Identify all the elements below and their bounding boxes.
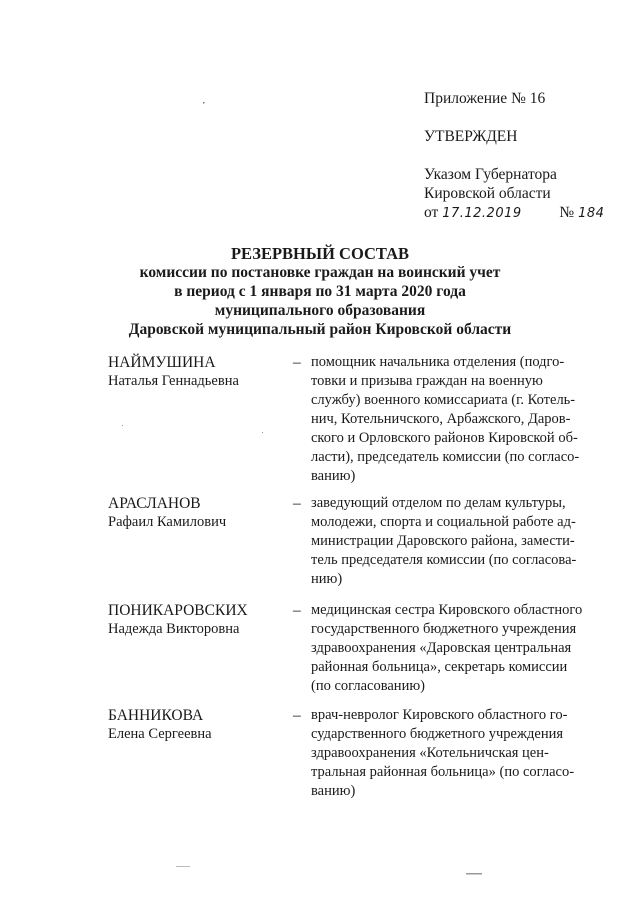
desc-line: ского и Орловского районов Кировской об- (311, 430, 578, 446)
decree-line-1: Указом Губернатора (424, 166, 557, 183)
decree-line-2: Кировской области (424, 185, 551, 202)
member-entry (108, 494, 593, 601)
number-label: № (559, 204, 575, 221)
member-description (311, 601, 593, 696)
approved-label: УТВЕРЖДЕН (424, 128, 518, 145)
desc-line: службу) военного комиссариата (г. Котель- (311, 392, 576, 408)
decree-date-line (424, 203, 624, 223)
desc-line: тель председателя комиссии (по согласова- (311, 552, 577, 568)
member-list (108, 353, 593, 806)
member-given-name: Наталья Геннадьевна (108, 373, 239, 389)
member-given-name: Рафаил Камилович (108, 514, 227, 530)
member-entry (108, 706, 593, 806)
dash-separator: – (293, 707, 301, 724)
member-given-name: Елена Сергеевна (108, 726, 212, 742)
member-given-name: Надежда Викторовна (108, 621, 240, 637)
desc-line: товки и призыва граждан на военную (311, 373, 543, 389)
desc-line: ласти), председатель комиссии (по согласо- (311, 449, 580, 465)
title-line-5: Даровской муниципальный район Кировской области (128, 321, 512, 338)
desc-line: государственного бюджетного учреждения (311, 621, 577, 637)
member-description (311, 494, 593, 589)
decree-number: 184 (578, 206, 605, 221)
dash-separator: – (293, 602, 301, 619)
desc-line: районная больница», секретарь комиссии (311, 659, 568, 675)
from-label: от (424, 204, 439, 221)
member-name (108, 494, 278, 532)
appendix-label: Приложение № 16 (424, 90, 546, 107)
desc-line: нич, Котельничского, Арбажского, Даров- (311, 411, 571, 427)
title-line-2: комиссии по постановке граждан на воинский учет (139, 264, 501, 281)
member-name (108, 706, 278, 744)
member-surname: АРАСЛАНОВ (108, 495, 201, 512)
desc-line: медицинская сестра Кировского областного (311, 602, 583, 618)
title-line-4: муниципального образования (214, 302, 426, 319)
dash-separator: – (293, 354, 301, 371)
member-name (108, 601, 278, 639)
desc-line: заведующий отделом по делам культуры, (311, 495, 566, 511)
desc-line: врач-невролог Кировского областного го- (311, 707, 568, 723)
desc-line: нию) (311, 571, 343, 587)
approval-block (424, 89, 624, 223)
member-surname: НАЙМУШИНА (108, 354, 216, 371)
member-surname: БАННИКОВА (108, 707, 204, 724)
desc-line: министрации Даровского района, замести- (311, 533, 575, 549)
desc-line: тральная районная больница» (по согласо- (311, 764, 575, 780)
desc-line: здравоохранения «Котельничская цен- (311, 745, 549, 761)
member-name (108, 353, 278, 391)
member-surname: ПОНИКАРОВСКИХ (108, 602, 248, 619)
desc-line: помощник начальника отделения (подго- (311, 354, 565, 370)
desc-line: сударственного бюджетного учреждения (311, 726, 564, 742)
dash-separator: – (293, 495, 301, 512)
decree-date: 17.12.2019 (442, 206, 522, 221)
desc-line: ванию) (311, 468, 356, 484)
member-entry (108, 353, 593, 494)
member-description (311, 353, 593, 486)
desc-line: здравоохранения «Даровская центральная (311, 640, 572, 656)
desc-line: ванию) (311, 783, 356, 799)
desc-line: молодежи, спорта и социальной работе ад- (311, 514, 576, 530)
title-main: РЕЗЕРВНЫЙ СОСТАВ (230, 244, 410, 263)
desc-line: (по согласованию) (311, 678, 425, 694)
member-description (311, 706, 593, 801)
title-line-3: в период с 1 января по 31 марта 2020 года (174, 283, 466, 300)
document-title (80, 244, 560, 339)
member-entry (108, 601, 593, 706)
